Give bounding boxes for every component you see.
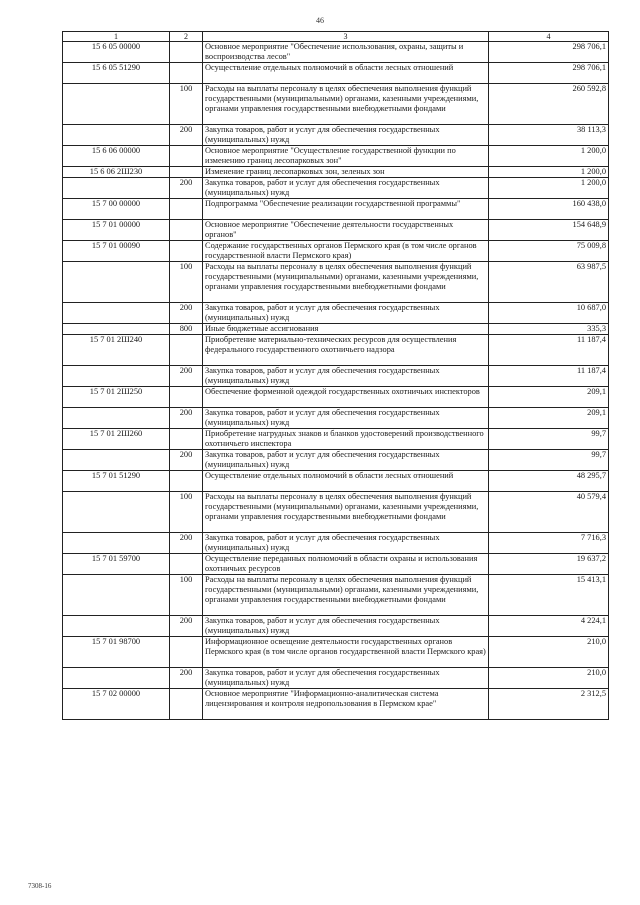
row-code: 15 7 01 51290 xyxy=(63,471,170,492)
row-name: Основное мероприятие "Информационно-аналитическая система лицензирования и контроля недропользования в Пермском крае" xyxy=(203,689,489,720)
row-name: Закупка товаров, работ и услуг для обеспечения государственных (муниципальных) нужд xyxy=(203,303,489,324)
table-row xyxy=(63,533,609,554)
row-expense-type xyxy=(170,63,203,84)
row-code xyxy=(63,84,170,125)
row-expense-type: 200 xyxy=(170,303,203,324)
row-expense-type xyxy=(170,429,203,450)
row-amount: 154 648,9 xyxy=(489,220,609,241)
row-amount: 1 200,0 xyxy=(489,146,609,167)
row-name: Расходы на выплаты персоналу в целях обеспечения выполнения функций государственными (муниципальными) органами, казенными учреждениями, органами управления государственными внебюджетными фондами xyxy=(203,492,489,533)
row-expense-type xyxy=(170,42,203,63)
row-code xyxy=(63,450,170,471)
row-amount: 1 200,0 xyxy=(489,167,609,178)
table-row xyxy=(63,689,609,720)
header-row xyxy=(63,32,609,42)
row-code xyxy=(63,262,170,303)
table-row xyxy=(63,220,609,241)
row-code xyxy=(63,366,170,387)
row-code xyxy=(63,408,170,429)
row-amount: 209,1 xyxy=(489,408,609,429)
row-name: Основное мероприятие "Осуществление государственной функции по изменению границ лесопарковых зон" xyxy=(203,146,489,167)
row-code: 15 6 06 00000 xyxy=(63,146,170,167)
table-row xyxy=(63,125,609,146)
row-expense-type xyxy=(170,220,203,241)
row-name: Расходы на выплаты персоналу в целях обеспечения выполнения функций государственными (муниципальными) органами, казенными учреждениями, органами управления государственными внебюджетными фондами xyxy=(203,575,489,616)
document-code: 7308-16 xyxy=(28,882,52,890)
row-expense-type: 200 xyxy=(170,616,203,637)
row-name: Закупка товаров, работ и услуг для обеспечения государственных (муниципальных) нужд xyxy=(203,616,489,637)
row-code xyxy=(63,178,170,199)
table-row xyxy=(63,262,609,303)
row-amount: 160 438,0 xyxy=(489,199,609,220)
row-amount: 210,0 xyxy=(489,637,609,668)
row-amount: 11 187,4 xyxy=(489,335,609,366)
row-code xyxy=(63,668,170,689)
row-code: 15 7 01 00000 xyxy=(63,220,170,241)
row-expense-type: 200 xyxy=(170,366,203,387)
row-expense-type xyxy=(170,387,203,408)
table-row xyxy=(63,366,609,387)
row-expense-type: 200 xyxy=(170,408,203,429)
row-name: Расходы на выплаты персоналу в целях обеспечения выполнения функций государственными (муниципальными) органами, казенными учреждениями, органами управления государственными внебюджетными фондами xyxy=(203,262,489,303)
row-expense-type: 100 xyxy=(170,575,203,616)
row-amount: 19 637,2 xyxy=(489,554,609,575)
table-row xyxy=(63,303,609,324)
row-code: 15 6 05 51290 xyxy=(63,63,170,84)
row-name: Основное мероприятие "Обеспечение использования, охраны, защиты и воспроизводства лесов" xyxy=(203,42,489,63)
row-code: 15 6 05 00000 xyxy=(63,42,170,63)
table-row xyxy=(63,387,609,408)
column-header-3: 3 xyxy=(203,32,489,42)
row-code: 15 7 02 00000 xyxy=(63,689,170,720)
row-amount: 7 716,3 xyxy=(489,533,609,554)
table-row xyxy=(63,178,609,199)
table-row xyxy=(63,575,609,616)
row-name: Иные бюджетные ассигнования xyxy=(203,324,489,335)
table-row xyxy=(63,471,609,492)
row-name: Закупка товаров, работ и услуг для обеспечения государственных (муниципальных) нужд xyxy=(203,125,489,146)
row-expense-type xyxy=(170,241,203,262)
table-row xyxy=(63,241,609,262)
row-amount: 75 009,8 xyxy=(489,241,609,262)
row-amount: 63 987,5 xyxy=(489,262,609,303)
row-expense-type xyxy=(170,146,203,167)
table-row xyxy=(63,668,609,689)
row-name: Содержание государственных органов Пермского края (в том числе органов государственной власти Пермского края) xyxy=(203,241,489,262)
row-code xyxy=(63,125,170,146)
row-code xyxy=(63,575,170,616)
row-expense-type xyxy=(170,199,203,220)
row-amount: 298 706,1 xyxy=(489,63,609,84)
row-code xyxy=(63,324,170,335)
row-code: 15 7 01 98700 xyxy=(63,637,170,668)
budget-table xyxy=(62,31,609,720)
row-amount: 99,7 xyxy=(489,429,609,450)
row-name: Закупка товаров, работ и услуг для обеспечения государственных (муниципальных) нужд xyxy=(203,668,489,689)
table-row xyxy=(63,637,609,668)
row-name: Закупка товаров, работ и услуг для обеспечения государственных (муниципальных) нужд xyxy=(203,533,489,554)
row-expense-type: 100 xyxy=(170,262,203,303)
row-name: Закупка товаров, работ и услуг для обеспечения государственных (муниципальных) нужд xyxy=(203,450,489,471)
row-name: Основное мероприятие "Обеспечение деятельности государственных органов" xyxy=(203,220,489,241)
row-expense-type: 200 xyxy=(170,533,203,554)
row-code: 15 7 00 00000 xyxy=(63,199,170,220)
row-name: Информационное освещение деятельности государственных органов Пермского края (в том числе органов государственной власти Пермского края) xyxy=(203,637,489,668)
row-amount: 210,0 xyxy=(489,668,609,689)
row-name: Подпрограмма "Обеспечение реализации государственной программы" xyxy=(203,199,489,220)
row-amount: 40 579,4 xyxy=(489,492,609,533)
row-code: 15 7 01 2Ш260 xyxy=(63,429,170,450)
row-code: 15 6 06 2Ш230 xyxy=(63,167,170,178)
row-amount: 38 113,3 xyxy=(489,125,609,146)
row-amount: 1 200,0 xyxy=(489,178,609,199)
table-row xyxy=(63,408,609,429)
row-expense-type xyxy=(170,167,203,178)
table-row xyxy=(63,167,609,178)
row-expense-type xyxy=(170,554,203,575)
row-expense-type: 200 xyxy=(170,125,203,146)
row-expense-type: 800 xyxy=(170,324,203,335)
row-code: 15 7 01 00090 xyxy=(63,241,170,262)
row-name: Приобретение материально-технических ресурсов для осуществления федерального государственного охотничьего надзора xyxy=(203,335,489,366)
row-name: Обеспечение форменной одеждой государственных охотничьих инспекторов xyxy=(203,387,489,408)
row-code: 15 7 01 2Ш250 xyxy=(63,387,170,408)
row-name: Расходы на выплаты персоналу в целях обеспечения выполнения функций государственными (муниципальными) органами, казенными учреждениями, органами управления государственными внебюджетными фондами xyxy=(203,84,489,125)
table-row xyxy=(63,199,609,220)
table-row xyxy=(63,616,609,637)
table-row xyxy=(63,324,609,335)
row-amount: 260 592,8 xyxy=(489,84,609,125)
row-expense-type xyxy=(170,335,203,366)
table-row xyxy=(63,554,609,575)
row-name: Осуществление отдельных полномочий в области лесных отношений xyxy=(203,471,489,492)
row-code xyxy=(63,616,170,637)
row-name: Изменение границ лесопарковых зон, зеленых зон xyxy=(203,167,489,178)
row-code: 15 7 01 2Ш240 xyxy=(63,335,170,366)
row-amount: 298 706,1 xyxy=(489,42,609,63)
row-name: Закупка товаров, работ и услуг для обеспечения государственных (муниципальных) нужд xyxy=(203,366,489,387)
table-row xyxy=(63,42,609,63)
row-name: Закупка товаров, работ и услуг для обеспечения государственных (муниципальных) нужд xyxy=(203,408,489,429)
row-amount: 15 413,1 xyxy=(489,575,609,616)
row-expense-type: 200 xyxy=(170,450,203,471)
row-expense-type: 100 xyxy=(170,84,203,125)
row-amount: 4 224,1 xyxy=(489,616,609,637)
row-name: Осуществление отдельных полномочий в области лесных отношений xyxy=(203,63,489,84)
row-expense-type xyxy=(170,637,203,668)
table-row xyxy=(63,335,609,366)
table-row xyxy=(63,492,609,533)
row-amount: 99,7 xyxy=(489,450,609,471)
row-name: Приобретение нагрудных знаков и бланков удостоверений производственного охотничьего инспектора xyxy=(203,429,489,450)
row-name: Закупка товаров, работ и услуг для обеспечения государственных (муниципальных) нужд xyxy=(203,178,489,199)
row-amount: 209,1 xyxy=(489,387,609,408)
row-code xyxy=(63,303,170,324)
table-row xyxy=(63,450,609,471)
column-header-2: 2 xyxy=(170,32,203,42)
row-amount: 335,3 xyxy=(489,324,609,335)
row-amount: 48 295,7 xyxy=(489,471,609,492)
table-row xyxy=(63,146,609,167)
row-expense-type: 200 xyxy=(170,178,203,199)
row-code xyxy=(63,533,170,554)
row-name: Осуществление переданных полномочий в области охраны и использования охотничьих ресурсов xyxy=(203,554,489,575)
table-row xyxy=(63,429,609,450)
column-header-1: 1 xyxy=(63,32,170,42)
page-number: 46 xyxy=(316,16,324,25)
row-amount: 10 687,0 xyxy=(489,303,609,324)
table-row xyxy=(63,63,609,84)
row-code: 15 7 01 59700 xyxy=(63,554,170,575)
row-amount: 11 187,4 xyxy=(489,366,609,387)
column-header-4: 4 xyxy=(489,32,609,42)
row-expense-type xyxy=(170,689,203,720)
row-code xyxy=(63,492,170,533)
table-row xyxy=(63,84,609,125)
row-expense-type: 100 xyxy=(170,492,203,533)
row-expense-type xyxy=(170,471,203,492)
row-expense-type: 200 xyxy=(170,668,203,689)
row-amount: 2 312,5 xyxy=(489,689,609,720)
